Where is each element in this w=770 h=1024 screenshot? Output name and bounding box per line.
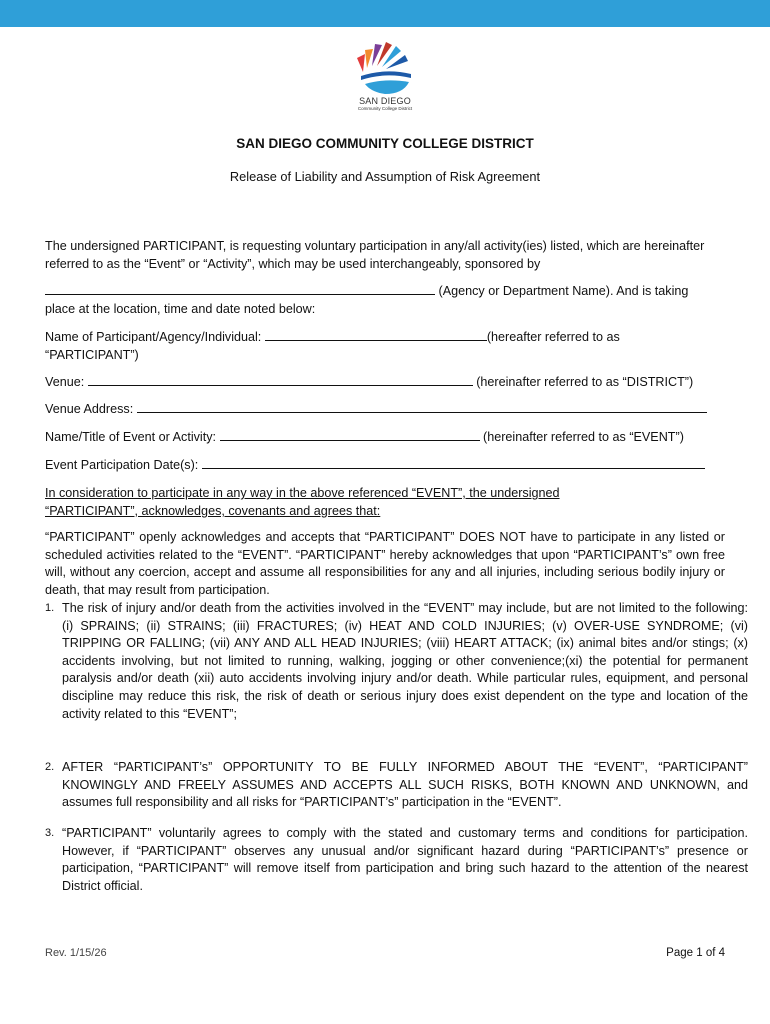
dates-line [45, 456, 727, 474]
venue-address-line [45, 400, 727, 418]
location-line: place at the location, time and date noted below: [45, 302, 316, 316]
participant-suffix: (hereafter referred to as [486, 330, 620, 344]
document-title: SAN DIEGO COMMUNITY COLLEGE DISTRICT [236, 136, 534, 151]
dates-label: Event Participation Date(s): [45, 458, 199, 472]
venue-address-label: Venue Address: [45, 402, 134, 416]
venue-line [45, 373, 727, 391]
venue-suffix: (hereinafter referred to as “DISTRICT”) [476, 375, 694, 389]
participant-line [45, 328, 727, 346]
item-number: 3. [45, 827, 55, 839]
participant-suffix-2: “PARTICIPANT”) [45, 348, 139, 362]
event-name-blank[interactable] [220, 428, 480, 441]
event-line [45, 428, 727, 446]
logo-name: SAN DIEGO [359, 96, 411, 106]
page-number: Page 1 of 4 [666, 947, 725, 959]
event-label: Name/Title of Event or Activity: [45, 430, 217, 444]
agency-name-blank[interactable] [45, 282, 435, 295]
logo-subname: Community College District [357, 106, 413, 111]
acknowledgement-paragraph: “PARTICIPANT” openly acknowledges and accepts that “PARTICIPANT” DOES NOT have to participate in any listed or scheduled activities related to the “EVENT”. “PARTICIPANT” hereby acknowledges that upon “PARTICIPANT’s” own free will, without any coercion, accept and assume all responsibilities for any and all injuries, including serious bodily injury or death, that may result from participation. [45, 530, 725, 597]
sunburst-logo-icon [355, 38, 415, 96]
venue-address-blank[interactable] [137, 400, 707, 413]
item-text: “PARTICIPANT” voluntarily agrees to comply with the stated and customary terms and conditions for participation. However, if “PARTICIPANT” observes any unusual and/or significant hazard during “PARTICIPANT’s” presence or participation, “PARTICIPANT” will remove itself from participation and bring such hazard to the attention of the nearest District official. [62, 826, 748, 893]
document-subtitle: Release of Liability and Assumption of Risk Agreement [229, 169, 541, 184]
intro-paragraph: The undersigned PARTICIPANT, is requesting voluntary participation in any/all activity(ies) listed, which are hereinafter referred to as the “Event” or “Activity”, which may be used interchangeably, sponsored by [45, 239, 705, 271]
list-item [45, 825, 748, 895]
sdccd-logo [348, 38, 422, 120]
event-suffix: (hereinafter referred to as “EVENT”) [483, 430, 684, 444]
top-color-bar [0, 0, 770, 27]
consideration-statement: In consideration to participate in any way in the above referenced “EVENT”, the undersigned “PARTICIPANT”, acknowledges, covenants and agrees that: [45, 486, 560, 518]
dates-blank[interactable] [202, 456, 705, 469]
item-number: 2. [45, 761, 55, 773]
revision-date: Rev. 1/15/26 [45, 947, 107, 959]
participant-name-blank[interactable] [265, 328, 487, 341]
agency-line [45, 282, 727, 300]
venue-label: Venue: [45, 375, 85, 389]
list-item [45, 600, 748, 723]
venue-blank[interactable] [88, 373, 473, 386]
agency-suffix: (Agency or Department Name). And is taking [438, 284, 689, 298]
item-text: The risk of injury and/or death from the activities involved in the “EVENT” may include, but are not limited to the following: (i) SPRAINS; (ii) STRAINS; (iii) FRACTURES; (iv) HEAT AND COLD INJURIES; (v) OVER-USE SYNDROME; (vi) TRIPPING OR FALLING; (vii) ANY AND ALL HEAD INJURIES; (viii) HEART ATTACK; (ix) animal bites and/or stings; (x) accidents involving, but not limited to running, walking, jogging or other convenience;(xi) the potential for permanent paralysis and/or death (xii) auto accidents involving injury and/or death. While particular rules, equipment, and personal discipline may reduce this risk, the risk of death or serious injury does exist dependent on the type and location of the activity related to this “EVENT”; [62, 601, 748, 721]
item-number: 1. [45, 602, 55, 614]
list-item [45, 759, 748, 812]
item-text: AFTER “PARTICIPANT’s” OPPORTUNITY TO BE FULLY INFORMED ABOUT THE “EVENT”, “PARTICIPANT” KNOWINGLY AND FREELY ASSUMES AND ACCEPTS ALL SUCH RISKS, BOTH KNOWN AND UNKNOWN, and assumes full responsibility and all risks for “PARTICIPANT’s” participation in the “EVENT”. [62, 760, 748, 810]
participant-label: Name of Participant/Agency/Individual: [45, 330, 262, 344]
